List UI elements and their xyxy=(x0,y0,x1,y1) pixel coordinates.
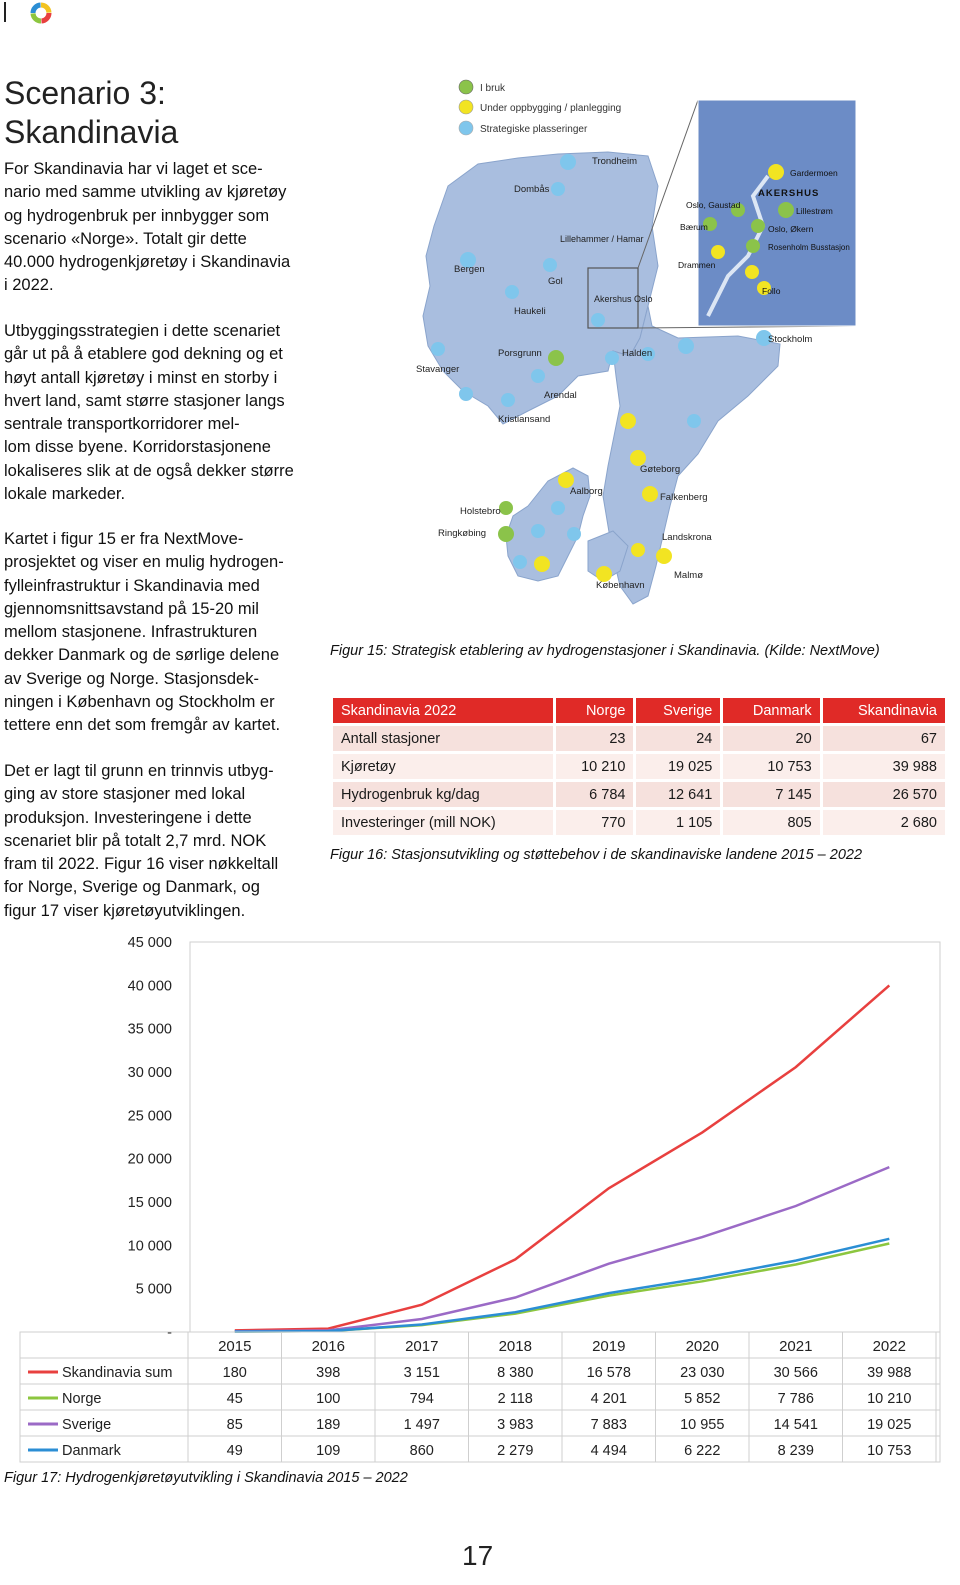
key-figures-table xyxy=(330,695,948,838)
y-tick-label: - xyxy=(167,1325,172,1341)
table-cell: 67 xyxy=(823,726,945,751)
x-tick-label: 2016 xyxy=(311,1338,345,1355)
data-label: 3 151 xyxy=(403,1365,440,1381)
paragraph-2 xyxy=(4,320,309,506)
logo-icon xyxy=(30,2,52,24)
map-label: Oslo, Gaustad xyxy=(686,200,741,210)
data-label: 3 983 xyxy=(497,1417,534,1433)
legend-label: Danmark xyxy=(62,1443,121,1459)
map-label: Dombås xyxy=(514,184,550,195)
legend-in-use: I bruk xyxy=(480,83,506,94)
text-line: hvert land, samt større stasjoner langs xyxy=(4,391,285,410)
text-line: nario med samme utvikling av kjøretøy xyxy=(4,183,287,202)
map-label: Porsgrunn xyxy=(498,348,542,359)
table-header: Norge xyxy=(556,698,634,723)
table-cell: 12 641 xyxy=(636,782,720,807)
text-line: scenario «Norge». Totalt gir dette xyxy=(4,229,247,248)
map-label: Bergen xyxy=(454,264,485,275)
map-label: Gardermoen xyxy=(790,168,838,178)
map-label: Arendal xyxy=(544,390,577,401)
y-tick-label: 5 000 xyxy=(135,1281,172,1298)
text-line: produksjon. Investeringene i dette xyxy=(4,808,252,827)
data-label: 30 566 xyxy=(773,1365,818,1381)
map-label: Landskrona xyxy=(662,532,712,543)
legend-planned: Under oppbygging / planlegging xyxy=(480,103,622,114)
data-label: 23 030 xyxy=(680,1365,725,1381)
table-cell: 10 753 xyxy=(723,754,819,779)
map-label: AKERSHUS xyxy=(758,188,820,199)
table-cell: 26 570 xyxy=(823,782,945,807)
y-tick-label: 25 000 xyxy=(127,1108,172,1125)
title-line: Skandinavia xyxy=(4,114,179,150)
table-cell: Investeringer (mill NOK) xyxy=(333,810,553,835)
y-tick-label: 10 000 xyxy=(127,1238,172,1255)
text-line: mellom stasjonene. Infrastrukturen xyxy=(4,623,258,642)
paragraph-4 xyxy=(4,760,309,923)
text-line: Kartet i figur 15 er fra NextMove- xyxy=(4,530,244,548)
data-label: 4 494 xyxy=(590,1443,627,1459)
text-line: sentrale transportkorridorer mel- xyxy=(4,415,240,434)
table-cell: 39 988 xyxy=(823,754,945,779)
data-label: 49 xyxy=(226,1443,243,1459)
paragraph-3 xyxy=(4,528,309,738)
map-label: Kristiansand xyxy=(498,414,551,425)
figure-15-caption: Figur 15: Strategisk etablering av hydrogenstasjoner i Skandinavia. (Kilde: NextMove) xyxy=(330,643,880,659)
map-label: Akershus Oslo xyxy=(594,294,653,304)
table-header-row xyxy=(333,698,945,723)
table-header: Danmark xyxy=(723,698,819,723)
x-tick-label: 2019 xyxy=(592,1338,626,1355)
plot-frame xyxy=(190,942,940,1332)
map-label: Stavanger xyxy=(416,364,460,375)
table-header: Skandinavia 2022 xyxy=(333,698,553,723)
map-label: Rosenholm Busstasjon xyxy=(768,243,850,252)
series-line xyxy=(235,1167,890,1331)
y-tick-label: 40 000 xyxy=(127,978,172,995)
x-tick-label: 2018 xyxy=(498,1338,532,1355)
map-label: Ringkøbing xyxy=(438,528,487,539)
text-line: figur 17 viser kjøretøyutviklingen. xyxy=(4,901,246,920)
paragraph-1 xyxy=(4,158,309,298)
data-label: 8 239 xyxy=(777,1443,814,1459)
series-line xyxy=(235,1244,890,1332)
data-label: 85 xyxy=(226,1417,243,1433)
y-tick-label: 20 000 xyxy=(127,1151,172,1168)
table-cell: 7 145 xyxy=(723,782,819,807)
text-line: tettere enn det som fremgår av kartet. xyxy=(4,716,281,735)
x-tick-label: 2022 xyxy=(872,1338,906,1355)
table-cell: Kjøretøy xyxy=(333,754,553,779)
legend-planned-dot xyxy=(459,100,473,114)
series-line xyxy=(235,1239,890,1332)
data-label: 398 xyxy=(316,1365,341,1381)
map-label: Haukeli xyxy=(514,306,546,317)
map-label: Oslo, Økern xyxy=(768,224,814,234)
table-cell: 19 025 xyxy=(636,754,720,779)
table-cell: 805 xyxy=(723,810,819,835)
text-line: høyt antall kjøretøy i minst en storby i xyxy=(4,368,278,387)
data-label: 10 955 xyxy=(680,1417,725,1433)
map-label: Gøteborg xyxy=(640,464,681,475)
title-line: Scenario 3: xyxy=(4,75,166,111)
map-label: Bærum xyxy=(680,222,708,232)
data-label: 39 988 xyxy=(867,1365,912,1381)
text-line: og hydrogenbruk per innbygger som xyxy=(4,206,270,225)
map-label: Malmø xyxy=(674,570,704,581)
text-line: fylleinfrastruktur i Skandinavia med xyxy=(4,576,260,595)
legend-label: Skandinavia sum xyxy=(62,1365,173,1381)
map-label: Follo xyxy=(762,286,781,296)
map-label: Aalborg xyxy=(570,486,603,497)
page-number: 17 xyxy=(462,1540,494,1571)
legend-label: Norge xyxy=(62,1391,102,1407)
y-tick-label: 35 000 xyxy=(127,1021,172,1038)
header-rule xyxy=(4,2,6,22)
data-label: 189 xyxy=(316,1417,341,1433)
map-label: Drammen xyxy=(678,260,716,270)
map-label: Falkenberg xyxy=(660,492,708,503)
map-label: Stockholm xyxy=(768,334,813,345)
y-tick-label: 30 000 xyxy=(127,1065,172,1081)
x-tick-label: 2021 xyxy=(779,1338,813,1355)
figure-16-caption: Figur 16: Stasjonsutvikling og støttebehov i de skandinaviske landene 2015 – 2022 xyxy=(330,847,863,863)
text-line: gjennomsnittsavstand på 15-20 mil xyxy=(4,599,259,618)
text-line: Det er lagt til grunn en trinnvis utbyg- xyxy=(4,762,274,780)
legend-in-use-dot xyxy=(459,80,473,94)
data-label: 10 210 xyxy=(867,1391,912,1407)
data-label: 5 852 xyxy=(684,1391,721,1407)
legend-strategic: Strategiske plasseringer xyxy=(480,124,588,135)
y-tick-label: 45 000 xyxy=(127,935,172,951)
table-header: Skandinavia xyxy=(823,698,945,723)
map-label: Lillehammer / Hamar xyxy=(560,234,644,244)
data-label: 4 201 xyxy=(590,1391,627,1407)
map-label: København xyxy=(596,580,645,591)
table-header: Sverige xyxy=(636,698,720,723)
table-row xyxy=(333,726,945,751)
data-label: 14 541 xyxy=(773,1417,818,1433)
map-label: Gol xyxy=(548,276,563,287)
text-line: fram til 2022. Figur 16 viser nøkkeltall xyxy=(4,855,279,874)
text-line: går ut på å etablere god dekning og et xyxy=(4,345,283,364)
table-row xyxy=(333,810,945,835)
text-line: for Norge, Sverige og Danmark, og xyxy=(4,878,260,897)
data-label: 1 497 xyxy=(403,1417,440,1433)
data-label: 180 xyxy=(222,1365,247,1381)
text-line: av Sverige og Norge. Stasjonsdek- xyxy=(4,669,259,688)
data-label: 8 380 xyxy=(497,1365,534,1381)
x-tick-label: 2017 xyxy=(405,1338,439,1355)
series-line xyxy=(235,985,890,1330)
text-line: lom disse byene. Korridorstasjonene xyxy=(4,438,271,457)
x-tick-label: 2020 xyxy=(685,1338,719,1355)
map-label: Halden xyxy=(622,348,653,359)
data-label: 7 883 xyxy=(590,1417,627,1433)
data-label: 10 753 xyxy=(867,1443,912,1459)
data-label: 6 222 xyxy=(684,1443,721,1459)
table-cell: 6 784 xyxy=(556,782,634,807)
text-line: ging av store stasjoner med lokal xyxy=(4,785,246,804)
figure-17-caption: Figur 17: Hydrogenkjøretøyutvikling i Skandinavia 2015 – 2022 xyxy=(4,1470,408,1486)
map-label: Holstebro xyxy=(460,506,501,517)
text-line: Utbyggingsstrategien i dette scenariet xyxy=(4,322,281,340)
legend-strategic-dot xyxy=(459,121,473,135)
text-line: ningen i København og Stockholm er xyxy=(4,693,275,712)
text-line: 40.000 hydrogenkjøretøy i Skandinavia xyxy=(4,253,291,272)
text-line: scenariet blir på totalt 2,7 mrd. NOK xyxy=(4,831,267,850)
vehicle-development-chart xyxy=(0,930,960,1470)
data-label: 19 025 xyxy=(867,1417,912,1433)
page-title xyxy=(4,74,324,152)
map-label: Lillestrøm xyxy=(796,206,833,216)
table-cell: Hydrogenbruk kg/dag xyxy=(333,782,553,807)
text-line: lokale markeder. xyxy=(4,485,126,504)
data-label: 109 xyxy=(316,1443,341,1459)
text-line: For Skandinavia har vi laget et sce- xyxy=(4,160,263,178)
data-label: 2 279 xyxy=(497,1443,534,1459)
map-label: Trondheim xyxy=(592,156,638,167)
text-line: dekker Danmark og de sørlige delene xyxy=(4,646,280,665)
data-label: 860 xyxy=(409,1443,434,1459)
table-cell: 10 210 xyxy=(556,754,634,779)
table-cell: 20 xyxy=(723,726,819,751)
table-cell: 23 xyxy=(556,726,634,751)
x-tick-label: 2015 xyxy=(218,1338,252,1355)
text-line: i 2022. xyxy=(4,276,54,295)
data-label: 45 xyxy=(226,1391,243,1407)
scandinavia-map xyxy=(408,76,868,632)
text-line: lokaliseres slik at de også dekker større xyxy=(4,461,294,480)
table-row xyxy=(333,782,945,807)
table-cell: 24 xyxy=(636,726,720,751)
table-cell: 770 xyxy=(556,810,634,835)
table-cell: 2 680 xyxy=(823,810,945,835)
legend-label: Sverige xyxy=(62,1417,112,1433)
data-label: 100 xyxy=(316,1391,341,1407)
data-label: 7 786 xyxy=(777,1391,814,1407)
table-cell: 1 105 xyxy=(636,810,720,835)
table-cell: Antall stasjoner xyxy=(333,726,553,751)
text-line: prosjektet og viser en mulig hydrogen- xyxy=(4,553,284,572)
table-row xyxy=(333,754,945,779)
y-tick-label: 15 000 xyxy=(127,1195,172,1211)
data-label: 16 578 xyxy=(586,1365,631,1381)
data-label: 794 xyxy=(409,1391,434,1407)
data-label: 2 118 xyxy=(497,1391,533,1407)
